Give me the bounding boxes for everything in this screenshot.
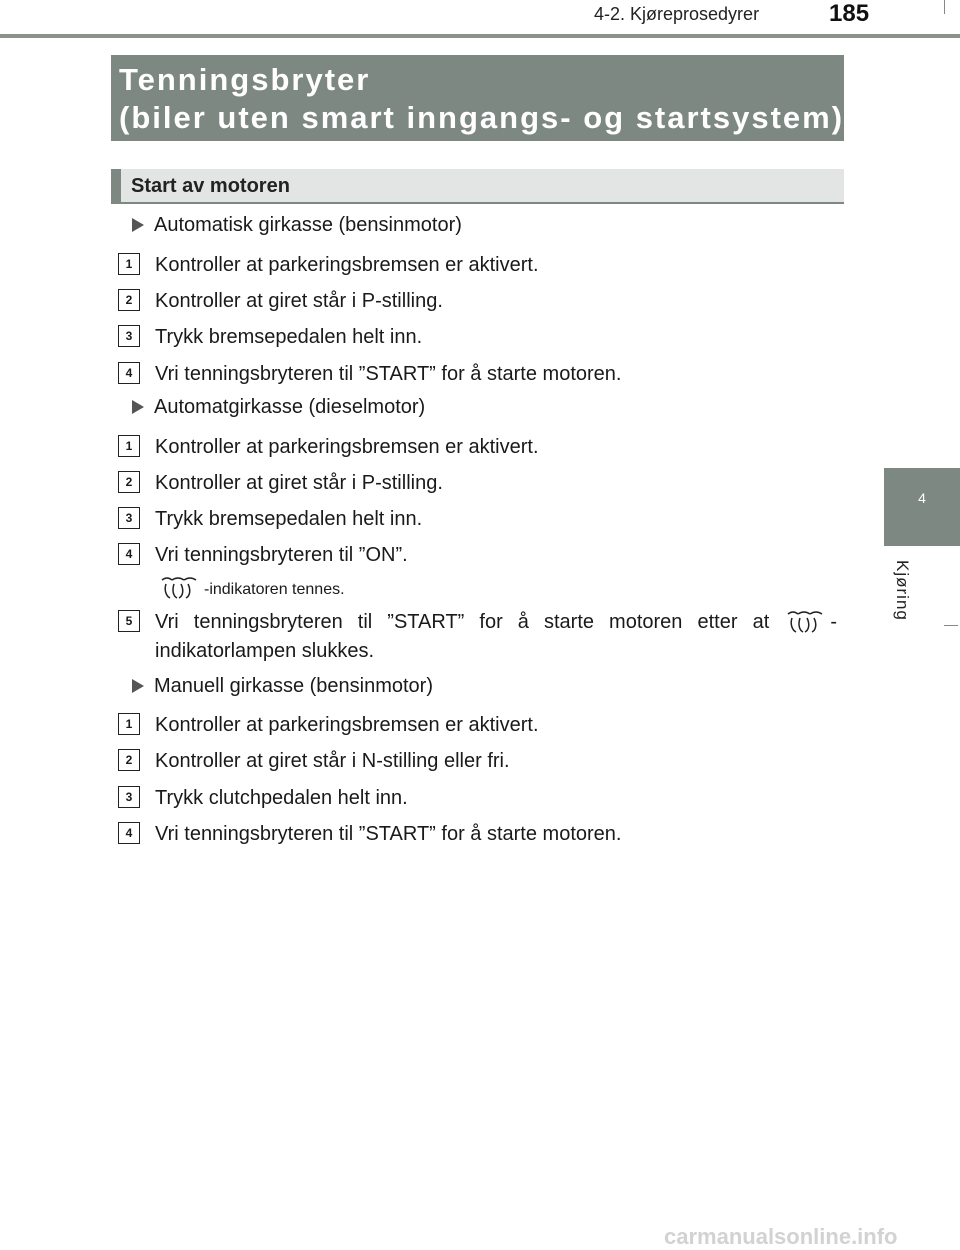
- page-number: 185: [829, 0, 870, 27]
- step-number: 4: [118, 543, 140, 565]
- chapter-tab: [884, 468, 960, 546]
- crop-mark-top: [944, 0, 945, 14]
- step-number: 4: [118, 822, 140, 844]
- step-text: Kontroller at giret står i N-stilling eller fri.: [155, 750, 510, 772]
- triangle-bullet-icon: [132, 679, 144, 693]
- procedure-heading: Automatgirkasse (dieselmotor): [132, 396, 425, 419]
- step-number: 1: [118, 253, 140, 275]
- step-number: 2: [118, 749, 140, 771]
- step-number: 4: [118, 362, 140, 384]
- step-text: Kontroller at parkeringsbremsen er aktivert.: [155, 714, 539, 736]
- step-text: Kontroller at parkeringsbremsen er aktivert.: [155, 254, 539, 276]
- procedure-heading: Automatisk girkasse (bensinmotor): [132, 214, 462, 237]
- step-number: 3: [118, 507, 140, 529]
- section-heading-bar: [111, 169, 844, 204]
- chapter-number: 4: [918, 490, 926, 506]
- step-number: 3: [118, 325, 140, 347]
- triangle-bullet-icon: [132, 400, 144, 414]
- step-number: 5: [118, 610, 140, 632]
- triangle-bullet-icon: [132, 218, 144, 232]
- step-text: Kontroller at parkeringsbremsen er aktivert.: [155, 436, 539, 458]
- note-text: -indikatoren tennes.: [204, 581, 345, 598]
- step-text: Kontroller at giret står i P-stilling.: [155, 290, 443, 312]
- step-text: Kontroller at giret står i P-stilling.: [155, 472, 443, 494]
- step-number: 2: [118, 289, 140, 311]
- page-title: [111, 55, 844, 141]
- section-heading: Start av motoren: [131, 175, 290, 197]
- glow-plug-indicator-icon: [158, 574, 204, 600]
- step-number: 1: [118, 435, 140, 457]
- step-text: Trykk bremsepedalen helt inn.: [155, 326, 423, 348]
- procedure-heading: Manuell girkasse (bensinmotor): [132, 675, 433, 698]
- step-text: Vri tenningsbryteren til ”ON”.: [155, 544, 408, 566]
- section-accent: [111, 169, 121, 202]
- page-title-line2: (biler uten smart inngangs- og startsystem): [119, 100, 844, 135]
- header-divider: [0, 34, 960, 38]
- step-number: 1: [118, 713, 140, 735]
- step-number: 3: [118, 786, 140, 808]
- step-text: Trykk bremsepedalen helt inn.: [155, 508, 423, 530]
- step-text: Trykk clutchpedalen helt inn.: [155, 787, 408, 809]
- page-title-line1: Tenningsbryter: [119, 62, 371, 97]
- chapter-label: Kjøring: [893, 560, 912, 621]
- glow-plug-indicator-icon: [784, 608, 830, 634]
- step-number: 2: [118, 471, 140, 493]
- indicator-note: [158, 574, 345, 600]
- running-header: 4-2. Kjøreprosedyrer: [594, 4, 760, 24]
- crop-mark-right: [944, 625, 958, 626]
- step-text: Vri tenningsbryteren til ”START” for å starte motoren.: [155, 363, 622, 385]
- step-text: Vri tenningsbryteren til ”START” for å starte motoren etter at -indikatorlampen slukkes.: [155, 608, 837, 666]
- step-text: Vri tenningsbryteren til ”START” for å starte motoren.: [155, 823, 622, 845]
- watermark: carmanualsonline.info: [664, 1224, 898, 1249]
